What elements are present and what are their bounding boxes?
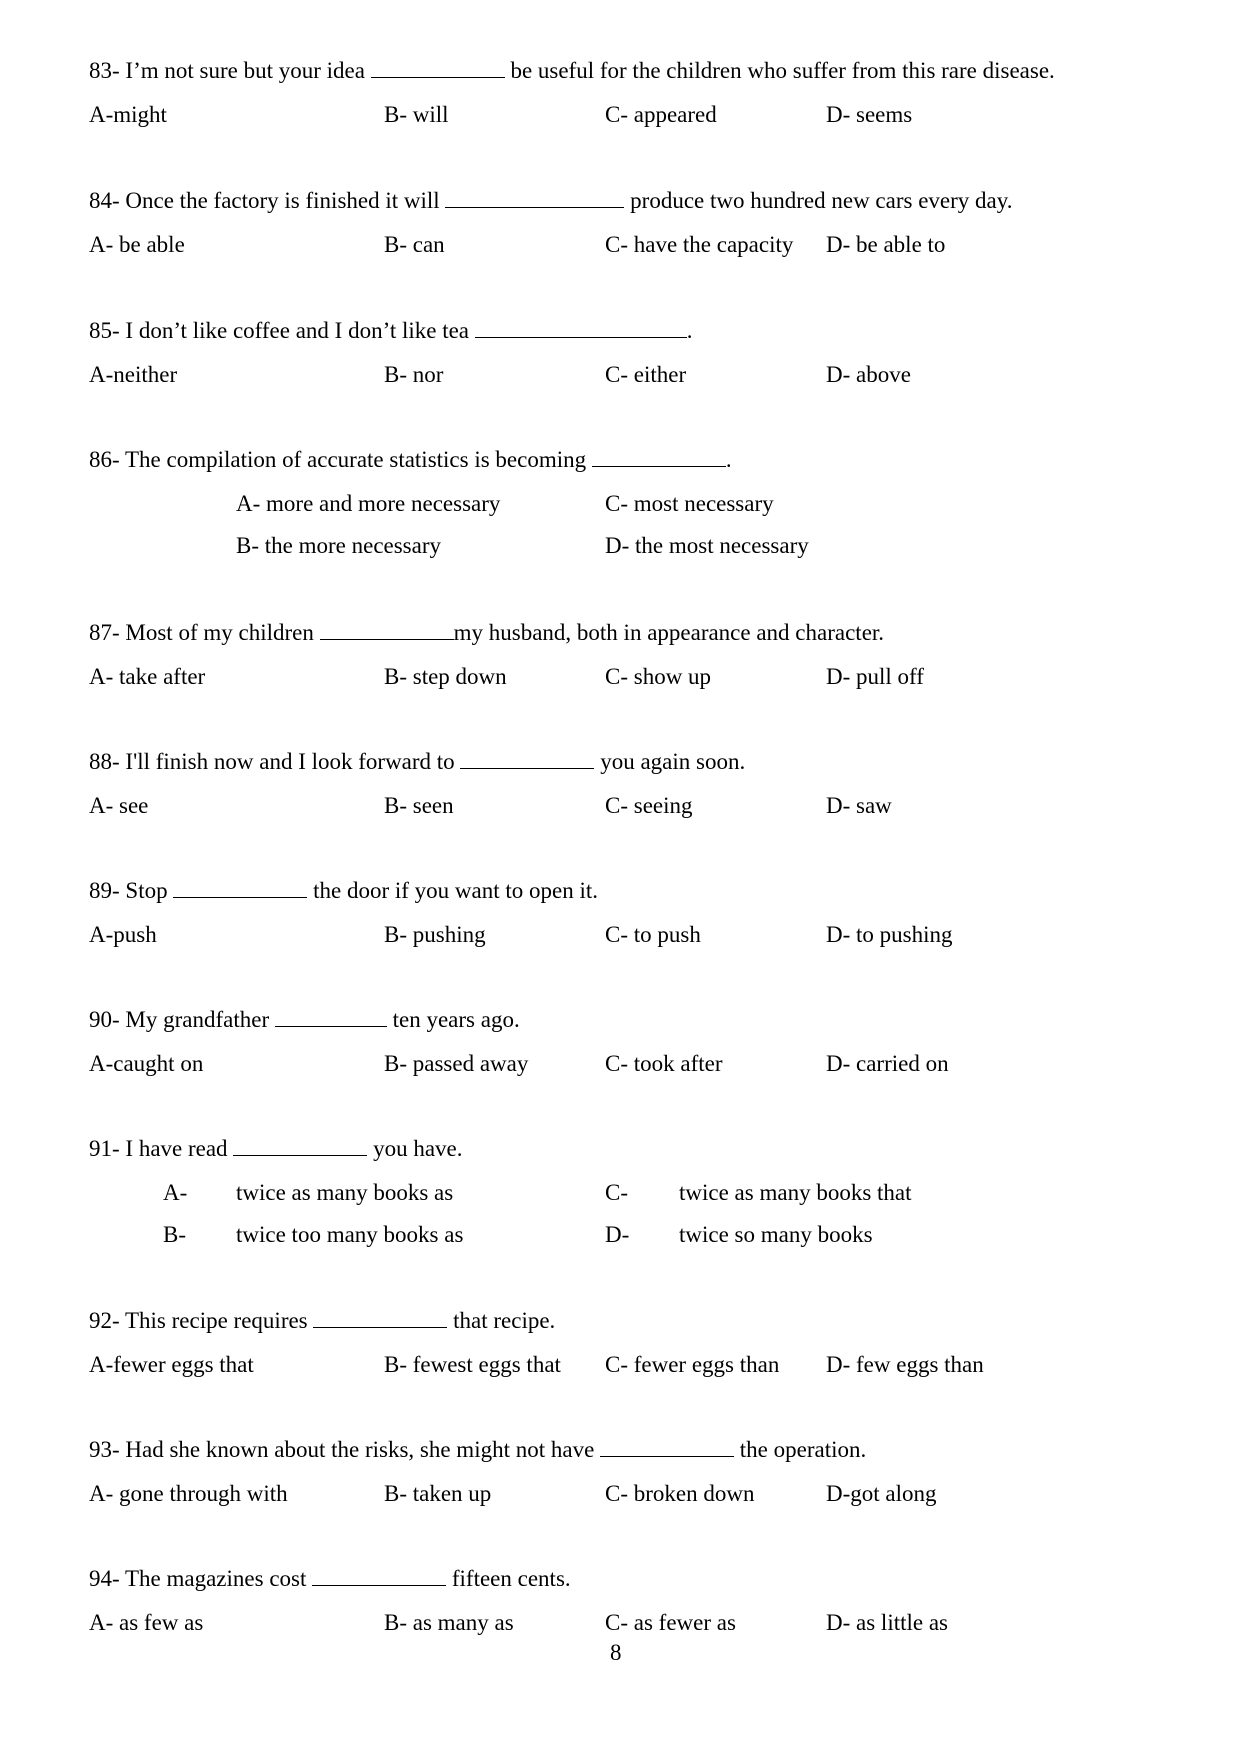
answer-options: [89, 1050, 1169, 1078]
option-d: D- to pushing: [826, 922, 953, 947]
option-a: A-might: [89, 102, 167, 127]
option-d: D- as little as: [826, 1610, 948, 1635]
question-91: [89, 1135, 1169, 1249]
question-stem: 83- I’m not sure but your idea be useful for the children who suffer from this rare disease.: [89, 58, 1055, 83]
option-a: A- see: [89, 793, 149, 818]
question-stem: 91- I have read you have.: [89, 1136, 463, 1161]
answer-blank: [445, 189, 624, 208]
option-b: B- as many as: [384, 1610, 514, 1635]
option-a: A- be able: [89, 232, 185, 257]
question-84: [89, 187, 1169, 259]
question-83: [89, 57, 1169, 129]
option-c: C- either: [605, 362, 687, 387]
option-d-text: twice so many books: [679, 1222, 873, 1247]
answer-blank: [313, 1309, 447, 1328]
option-d: D- pull off: [826, 664, 924, 689]
option-c: C- seeing: [605, 793, 693, 818]
answer-blank: [275, 1008, 387, 1027]
option-b: B- taken up: [384, 1481, 492, 1506]
option-b: B- can: [384, 232, 445, 257]
option-d-label: D-: [605, 1222, 630, 1247]
answer-options: [89, 231, 1169, 259]
answer-blank: [173, 879, 307, 898]
page-number: 8: [610, 1640, 622, 1665]
question-94: [89, 1565, 1169, 1637]
option-c-label: C-: [605, 1180, 628, 1205]
question-stem: 87- Most of my children my husband, both in appearance and character.: [89, 620, 885, 645]
option-b: B- fewest eggs that: [384, 1352, 561, 1377]
option-c: C- most necessary: [605, 491, 774, 516]
answer-blank: [320, 621, 454, 640]
option-b: B- pushing: [384, 922, 486, 947]
question-86: [89, 446, 1169, 560]
option-d: D- saw: [826, 793, 892, 818]
option-a: A-neither: [89, 362, 178, 387]
question-stem: 84- Once the factory is finished it will produce two hundred new cars every day.: [89, 188, 1013, 213]
option-a-label: A-: [163, 1180, 188, 1205]
answer-blank: [475, 319, 687, 338]
question-stem: 94- The magazines cost fifteen cents.: [89, 1566, 571, 1591]
answer-options: [89, 1609, 1169, 1637]
question-85: [89, 317, 1169, 389]
answer-options: [89, 663, 1169, 691]
option-c-text: twice as many books that: [679, 1180, 912, 1205]
question-88: [89, 748, 1169, 820]
option-a: A- gone through with: [89, 1481, 288, 1506]
answer-options: [89, 1351, 1169, 1379]
option-a: A-push: [89, 922, 157, 947]
answer-blank: [592, 448, 726, 467]
answer-options: [89, 101, 1169, 129]
question-stem: 89- Stop the door if you want to open it.: [89, 878, 598, 903]
answer-blank: [460, 750, 594, 769]
question-stem: 90- My grandfather ten years ago.: [89, 1007, 520, 1032]
answer-options-row-2: [89, 532, 1169, 560]
question-87: [89, 619, 1169, 691]
answer-options: [89, 1480, 1169, 1508]
question-stem: 86- The compilation of accurate statistics is becoming .: [89, 447, 732, 472]
option-c: C- as fewer as: [605, 1610, 736, 1635]
option-a-text: twice as many books as: [236, 1180, 454, 1205]
question-92: [89, 1307, 1169, 1379]
option-a: A- more and more necessary: [236, 491, 501, 516]
answer-options: [89, 361, 1169, 389]
answer-blank: [312, 1567, 446, 1586]
question-93: [89, 1436, 1169, 1508]
question-90: [89, 1006, 1169, 1078]
option-d: D- be able to: [826, 232, 946, 257]
question-stem: 92- This recipe requires that recipe.: [89, 1308, 556, 1333]
option-c: C- show up: [605, 664, 712, 689]
option-b: B- step down: [384, 664, 507, 689]
option-d: D- carried on: [826, 1051, 949, 1076]
question-stem: 85- I don’t like coffee and I don’t like tea .: [89, 318, 693, 343]
option-b: B- passed away: [384, 1051, 529, 1076]
question-stem: 88- I'll finish now and I look forward to you again soon.: [89, 749, 746, 774]
option-c: C- appeared: [605, 102, 717, 127]
option-a: A- take after: [89, 664, 206, 689]
option-d: D- the most necessary: [605, 533, 809, 558]
option-b: B- seen: [384, 793, 454, 818]
question-stem: 93- Had she known about the risks, she might not have the operation.: [89, 1437, 867, 1462]
option-d: D- seems: [826, 102, 913, 127]
answer-options-row-2: [89, 1221, 1169, 1249]
answer-blank: [600, 1438, 734, 1457]
answer-options-row-1: [89, 1179, 1169, 1207]
option-c: C- have the capacity: [605, 232, 794, 257]
question-89: [89, 877, 1169, 949]
option-d: D- above: [826, 362, 911, 387]
answer-options: [89, 792, 1169, 820]
option-b: B- will: [384, 102, 449, 127]
option-c: C- took after: [605, 1051, 723, 1076]
answer-blank: [233, 1137, 367, 1156]
option-b: B- nor: [384, 362, 444, 387]
option-c: C- broken down: [605, 1481, 755, 1506]
option-d: D- few eggs than: [826, 1352, 984, 1377]
option-b-text: twice too many books as: [236, 1222, 464, 1247]
answer-options-row-1: [89, 490, 1169, 518]
option-c: C- to push: [605, 922, 701, 947]
option-b-label: B-: [163, 1222, 186, 1247]
answer-options: [89, 921, 1169, 949]
option-c: C- fewer eggs than: [605, 1352, 780, 1377]
option-b: B- the more necessary: [236, 533, 442, 558]
option-d: D-got along: [826, 1481, 937, 1506]
option-a: A-caught on: [89, 1051, 204, 1076]
option-a: A-fewer eggs that: [89, 1352, 254, 1377]
option-a: A- as few as: [89, 1610, 204, 1635]
answer-blank: [371, 59, 505, 78]
